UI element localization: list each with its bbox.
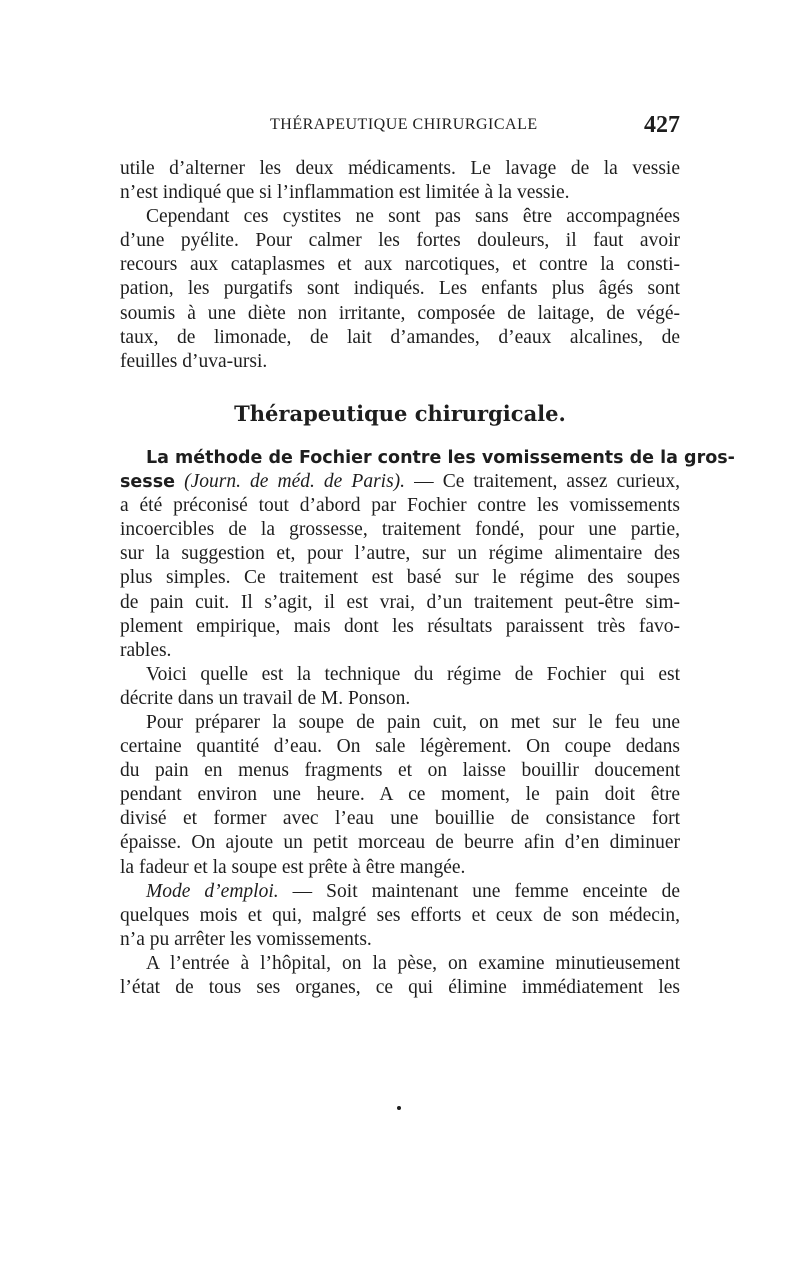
text-line: A l’entrée à l’hôpital, on la pèse, on examine minutieusement (146, 952, 680, 974)
text-line: plement empirique, mais dont les résultats paraissent très favo- (120, 615, 680, 637)
text-line: taux, de limonade, de lait d’amandes, d’eaux alcalines, de (120, 326, 680, 348)
text-line: n’est indiqué que si l’inflammation est limitée à la vessie. (120, 182, 570, 204)
text-line (120, 470, 680, 494)
body-text (120, 157, 735, 1000)
running-title: THÉRAPEUTIQUE CHIRURGICALE (270, 116, 538, 133)
text-line: sur la suggestion et, pour l’autre, sur un régime alimentaire des (120, 543, 680, 565)
text-line: plus simples. Ce traitement est basé sur le régime des soupes (120, 567, 680, 589)
text-line: utile d’alterner les deux médicaments. Le lavage de la vessie (120, 158, 680, 179)
ink-speck (397, 1106, 401, 1110)
mode-emploi-label: Mode d’emploi. (146, 880, 279, 902)
text-line: l’état de tous ses organes, ce qui élimine immédiatement les (120, 977, 680, 998)
text-line: rables. (120, 639, 172, 661)
paragraph-lead-bold: La méthode de Fochier contre les vomissements de la gros- (146, 447, 735, 468)
text-line: incoercibles de la grossesse, traitement fondé, pour une partie, (120, 519, 680, 541)
page-number: 427 (644, 112, 680, 138)
text-line: du pain en menus fragments et on laisse bouillir doucement (120, 760, 680, 782)
text-line: pendant environ une heure. A ce moment, le pain doit être (120, 784, 680, 806)
text-line: recours aux cataplasmes et aux narcotiques, et contre la consti- (120, 254, 680, 276)
section-heading: Thérapeutique chirurgicale. (234, 400, 566, 426)
text-line: de pain cuit. Il s’agit, il est vrai, d’un traitement peut-être sim- (120, 591, 680, 613)
text-line: soumis à une diète non irritante, composée de laitage, de végé- (120, 302, 680, 324)
text-line: Pour préparer la soupe de pain cuit, on met sur le feu une (146, 711, 680, 733)
text-line: certaine quantité d’eau. On sale légèrement. On coupe dedans (120, 736, 680, 758)
text-line: épaisse. On ajoute un petit morceau de beurre afin d’en diminuer (120, 832, 680, 854)
text-line: quelques mois et qui, malgré ses efforts et ceux de son médecin, (120, 904, 680, 926)
text-line: Cependant ces cystites ne sont pas sans être accompagnées (146, 206, 680, 228)
text-line: a été préconisé tout d’abord par Fochier contre les vomissements (120, 495, 680, 517)
text-line: n’a pu arrêter les vomissements. (120, 928, 372, 950)
text-segment: — Ce traitement, assez curieux, (414, 471, 680, 493)
paragraph-lead-bold-end: sesse (120, 472, 175, 493)
text-line: divisé et former avec l’eau une bouillie de consistance fort (120, 808, 680, 830)
text-line: la fadeur et la soupe est prête à être mangée. (120, 856, 466, 878)
text-line: Voici quelle est la technique du régime de Fochier qui est (146, 663, 680, 685)
text-line: décrite dans un travail de M. Ponson. (120, 687, 411, 709)
text-segment: — Soit maintenant une femme enceinte de (292, 880, 681, 902)
running-header (120, 112, 680, 146)
journal-reference: (Journ. de méd. de Paris). (184, 471, 406, 493)
text-line (120, 880, 680, 904)
text-line: feuilles d’uva-ursi. (120, 350, 268, 372)
text-line: pation, les purgatifs sont indiqués. Les enfants plus âgés sont (120, 278, 680, 300)
text-line: d’une pyélite. Pour calmer les fortes douleurs, il faut avoir (120, 230, 680, 252)
